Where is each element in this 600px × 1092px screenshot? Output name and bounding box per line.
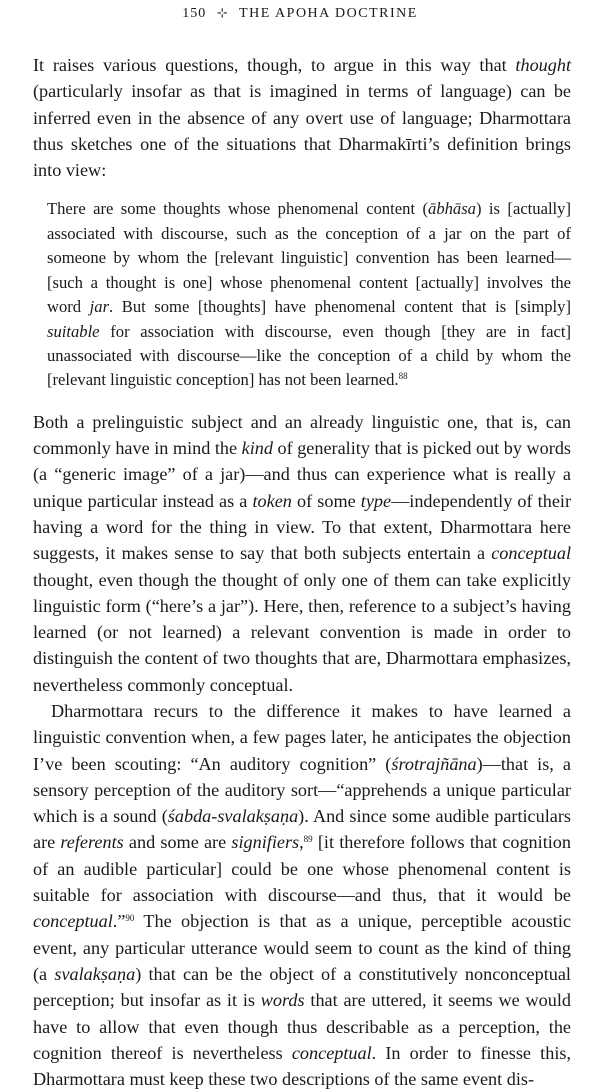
text-run: Both a prelinguistic subject and an already linguistic one, that is, can commonly have in mind the [33, 411, 571, 459]
paragraph-auditory [33, 698, 571, 1092]
italic-term: conceptual [33, 911, 113, 932]
text-run: ) that can be the object of a constitutively nonconceptual perception; but insofar as it is [33, 963, 571, 1011]
text-run: ). And since some audible particulars are [33, 806, 571, 853]
text-run: of some [291, 490, 361, 511]
italic-term: signifiers [231, 832, 300, 853]
italic-term: conceptual [491, 543, 571, 564]
footnote-ref: 89 [303, 834, 313, 845]
italic-term: thought [515, 55, 571, 75]
text-run: . But some [thoughts] have phenomenal content that is [simply] [109, 297, 571, 317]
ornament-icon: ⊹ [216, 5, 229, 20]
italic-term: śabda-svalakṣaṇa [167, 806, 299, 827]
italic-term: conceptual [291, 1042, 372, 1063]
italic-term: type [360, 490, 392, 511]
body-text [33, 52, 571, 1092]
italic-term: words [260, 990, 305, 1011]
italic-term: svalakṣaṇa [54, 963, 136, 984]
running-title: THE APOHA DOCTRINE [239, 6, 418, 21]
text-run: (particularly insofar as that is imagined in terms of language) can be inferred even in the absence of any overt use of language; Dharmottara thus sketches one of the situations that Dharmakīrti’s definition brings into view: [33, 81, 571, 181]
text-run: Dharmottara recurs to the difference it makes to have learned a linguistic convention when, a few pages later, he anticipates the objection I’ve been scouting: “An auditory cognition” ( [33, 701, 571, 774]
text-run: ) is [actually] associated with discourse, such as the conception of a jar on the part of someone by whom the [relevant linguistic] convention has been learned—[such a thought is one] whose phenomenal content [actually] involves the word [47, 199, 571, 317]
text-run: thought, even though the thought of only one of them can take explicitly linguistic form (“here’s a jar”). Here, then, reference to a subject’s having learned (or not learned) a relevant convention is made in order to distinguish the content of two thoughts that are, Dharmottara emphasizes, nevertheless commonly conceptual. [33, 569, 571, 695]
footnote-ref: 88 [398, 371, 408, 382]
text-run: )—that is, a sensory perception of the auditory sort—“apprehends a unique particular which is a sound ( [33, 753, 571, 827]
paragraph-prelinguistic [33, 409, 571, 698]
text-run: There are some thoughts whose phenomenal content ( [47, 199, 429, 219]
text-run: . In order to finesse this, Dharmottara must keep these two descriptions of the same event dis- [33, 1042, 571, 1090]
running-head [0, 5, 600, 22]
italic-term: śrotrajñāna [391, 753, 477, 774]
text-run: that are uttered, it seems we would have to allow that even though thus describable as a perception, the cognition thereof is nevertheless [33, 990, 571, 1063]
page-number: 150 [182, 6, 207, 21]
footnote-ref: 90 [125, 913, 135, 924]
text-run: —independently of their having a word for the thing in view. To that extent, Dharmottara here suggests, it makes sense to say that both subjects entertain a [33, 490, 572, 564]
block-quote [33, 197, 571, 392]
text-run: The objection is that as a unique, perceptible acoustic event, any particular utterance would seem to count as the kind of thing (a [33, 911, 571, 984]
paragraph-intro [33, 52, 571, 183]
italic-term: jar [89, 297, 110, 317]
italic-term: token [252, 490, 292, 511]
italic-term: ābhāsa [428, 199, 476, 219]
text-run: and some are [123, 832, 232, 853]
text-run: [it therefore follows that cognition of an audible particular] could be one whose phenomenal content is suitable for association with discourse—and thus, that it would be [33, 832, 571, 906]
text-run: It raises various questions, though, to argue in this way that [33, 55, 516, 75]
text-run: , [299, 832, 304, 853]
text-run: for association with discourse, even though [they are in fact] unassociated with discourse—like the conception of a child by whom the [relevant linguistic conception] has not been learned. [47, 321, 571, 390]
text-run: of generality that is picked out by words (a “generic image” of a jar)—and thus can experience what is really a unique particular instead as a [33, 438, 571, 511]
italic-term: kind [241, 438, 273, 459]
text-run: .” [112, 911, 126, 932]
italic-term: referents [60, 832, 124, 853]
italic-term: suitable [47, 321, 100, 341]
